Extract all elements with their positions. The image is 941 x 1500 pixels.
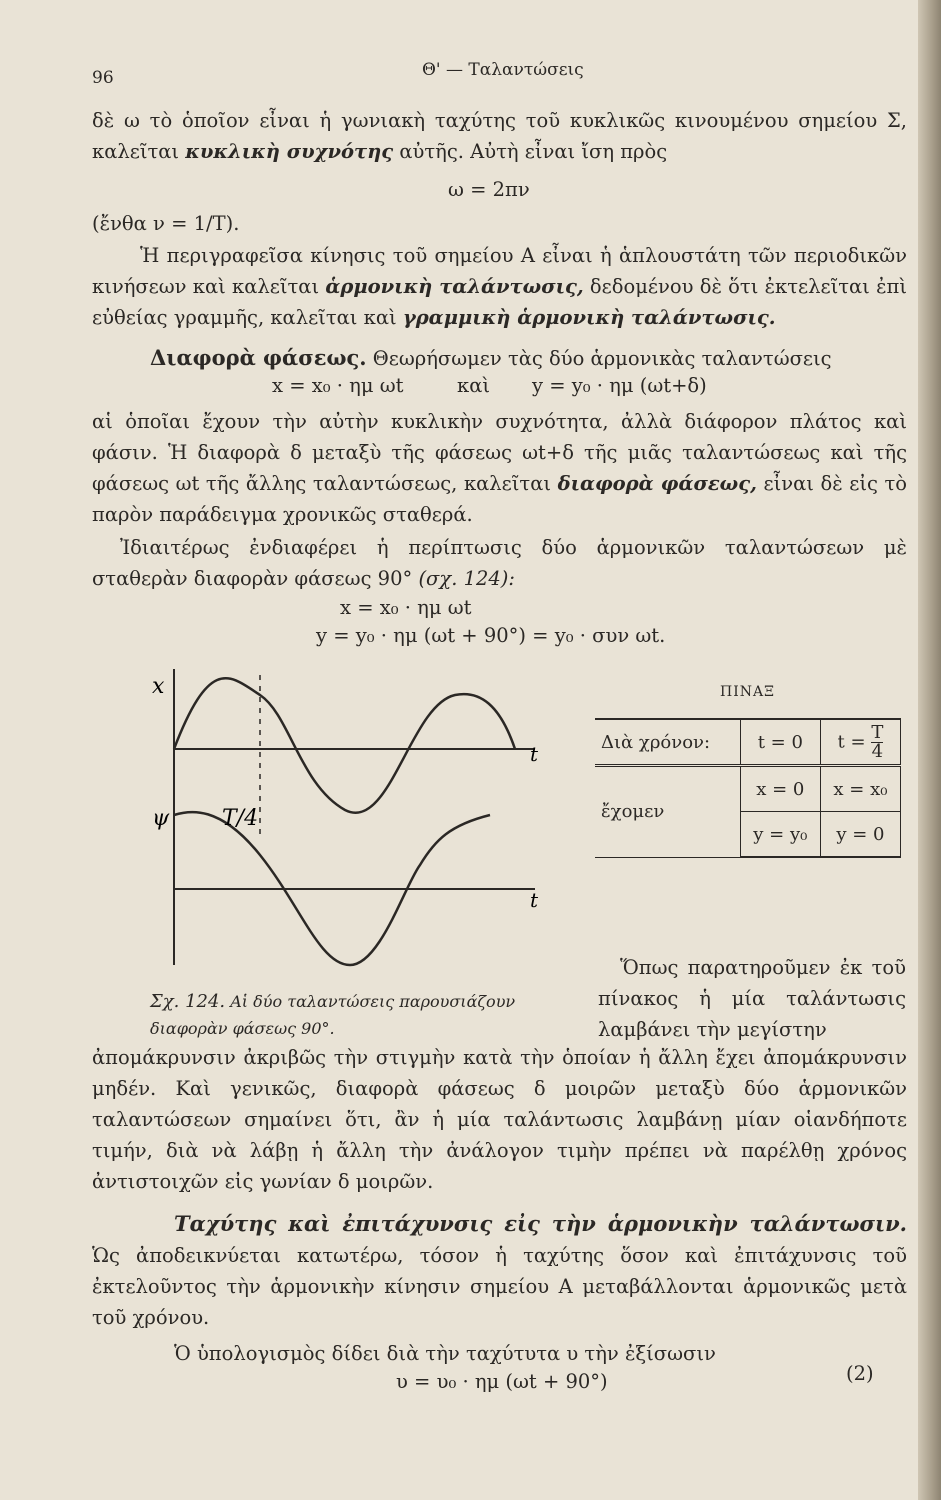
- term-linear-harmonic-oscillation: γραμμικὴ ἁρμονικὴ ταλάντωσις.: [402, 306, 776, 329]
- paragraph-4: [92, 342, 907, 374]
- page-number: 96: [92, 68, 114, 88]
- term-phase-difference: διαφορὰ φάσεως,: [557, 472, 757, 495]
- side-paragraph: Ὅπως παρατηροῦμεν ἐκ τοῦ πίνακος ἡ μία ταλάντωσις λαμβάνει τὴν μεγίστην: [598, 956, 906, 1041]
- paragraph-3: [92, 240, 907, 333]
- table-title: ΠΙΝΑΞ: [720, 684, 775, 700]
- paragraph-5-end: εἶναι δὲ εἰς τὸ παρὸν παράδειγμα χρονικῶς σταθερά.: [92, 472, 907, 526]
- fraction-T-over-4: [871, 721, 884, 762]
- equation-omega: ω = 2πν: [448, 178, 530, 201]
- table-row: [595, 766, 901, 812]
- fraction-numerator: T: [871, 721, 884, 743]
- paragraph-5: [92, 406, 907, 530]
- caption-number: Σχ. 124.: [150, 991, 226, 1012]
- label-x: x: [152, 674, 165, 699]
- table-cell-time-label: Διὰ χρόνον:: [595, 719, 740, 766]
- equation-y-2: y = y₀ · ημ (ωt + 90°) = y₀ · συν ωt.: [316, 624, 666, 647]
- equation-and: καὶ: [457, 374, 491, 397]
- paragraph-8-text: Ὡς ἀποδεικνύεται κατωτέρω, τόσον ἡ ταχύτης ὅσον καὶ ἐπιτάχυνσις τοῦ ἐκτελοῦντος τὴν ἁρμονικὴν κίνησιν σημείου Α μεταβάλλονται ἁρμονικῶς μετὰ τοῦ χρόνου.: [92, 1244, 907, 1329]
- table-pinax: [595, 684, 905, 914]
- paragraph-4-text: Θεωρήσωμεν τὰς δύο ἁρμονικὰς ταλαντώσεις: [366, 347, 832, 370]
- paragraph-6: [92, 532, 907, 594]
- table-cell-y-max: y = y₀: [740, 812, 820, 858]
- figure-124-waves: [150, 665, 540, 975]
- label-t-top: t: [530, 742, 539, 766]
- running-title: Θ' — Ταλαντώσεις: [422, 60, 584, 80]
- table-cell-t0: t = 0: [740, 719, 820, 766]
- paragraph-5-text: αἱ ὁποῖαι ἔχουν τὴν αὐτὴν κυκλικὴν συχνότητα, ἀλλὰ διάφορον πλάτος καὶ φάσιν. Ἡ διαφορὰ δ μεταξὺ τῆς φάσεως ωt+δ τῆς μιᾶς ταλαντώσεως καὶ τῆς φάσεως ωt τῆς ἄλλης ταλαντώσεως, καλεῖται: [92, 410, 907, 495]
- sine-wave-x: [174, 678, 515, 813]
- heading-velocity-acceleration: Ταχύτης καὶ ἐπιτάχυνσις εἰς τὴν ἁρμονικὴν ταλάντωσιν.: [174, 1211, 907, 1236]
- equation-x: x = x₀ · ημ ωt: [272, 374, 404, 397]
- table-cell-we-have-label: ἔχομεν: [595, 766, 740, 858]
- paragraph-1-text: δὲ ω τὸ ὁποῖον εἶναι ἡ γωνιακὴ ταχύτης τοῦ κυκλικῶς κινουμένου σημείου Σ, καλεῖται: [92, 109, 907, 163]
- table-cell-tT4: [820, 719, 900, 766]
- paragraph-7: ἀπομάκρυνσιν ἀκριβῶς τὴν στιγμὴν κατὰ τὴν ὁποίαν ἡ ἄλλη ἔχει ἀπομάκρυνσιν μηδέν. Καὶ γενικῶς, διαφορὰ φάσεως δ μοιρῶν μεταξὺ δύο ἁρμονικῶν ταλαντώσεων σημαίνει ὅτι, ἂν ἡ μία ταλάντωσις λαμβάνῃ μίαν οἱανδήποτε τιμήν, διὰ νὰ λάβῃ ἡ ἄλλη τὴν ἀνάλογον τιμὴν πρέπει νὰ παρέλθῃ χρόνος ἀντιστοιχῶν εἰς γωνίαν δ μοιρῶν.: [92, 1046, 907, 1193]
- equation-x-2: x = x₀ · ημ ωt: [340, 596, 472, 619]
- equation-velocity: υ = υ₀ · ημ (ωt + 90°): [396, 1370, 608, 1393]
- table-cell-x-max: x = x₀: [820, 766, 900, 812]
- values-table: [595, 718, 901, 858]
- paragraph-9: Ὁ ὑπολογισμὸς δίδει διὰ τὴν ταχύτυτα υ τὴν ἐξίσωσιν: [174, 1342, 716, 1365]
- heading-phase-difference: Διαφορὰ φάσεως.: [150, 345, 367, 370]
- paragraph-1-end: αὐτῆς. Αὐτὴ εἶναι ἴση πρὸς: [393, 140, 668, 163]
- caption-text: Αἱ δύο ταλαντώσεις παρουσιάζουν διαφορὰν φάσεως 90°.: [150, 992, 516, 1038]
- fraction-denominator: 4: [871, 740, 884, 762]
- page-edge: [918, 0, 941, 1500]
- label-t-bottom: t: [530, 888, 539, 912]
- equation-y: y = y₀ · ημ (ωt+δ): [532, 374, 707, 397]
- paragraph-1: [92, 105, 907, 167]
- paragraph-2: (ἔνθα ν = 1/T).: [92, 212, 240, 235]
- table-cell-y0: y = 0: [820, 812, 900, 858]
- figure-caption: [150, 988, 580, 1042]
- label-psi: ψ: [152, 806, 170, 831]
- label-quarter-period: T/4: [222, 806, 259, 831]
- paragraph-6-text: Ἰδιαιτέρως ἐνδιαφέρει ἡ περίπτωσις δύο ἁρμονικῶν ταλαντώσεων μὲ σταθερὰν διαφορὰν φάσεως 90°: [92, 536, 907, 590]
- paragraph-3-mid: δεδομένου δὲ ὅτι ἐκτελεῖται ἐπὶ εὐθείας γραμμῆς, καλεῖται καὶ: [92, 275, 907, 329]
- term-cyclic-frequency: κυκλικὴ συχνότης: [185, 140, 394, 163]
- equation-number: (2): [846, 1362, 874, 1385]
- paragraph-3-text: Ἡ περιγραφεῖσα κίνησις τοῦ σημείου Α εἶναι ἡ ἁπλουστάτη τῶν περιοδικῶν κινήσεων καὶ καλεῖται: [92, 244, 907, 298]
- fraction-prefix: t =: [837, 731, 866, 752]
- table-row: [595, 719, 901, 766]
- table-cell-x0: x = 0: [740, 766, 820, 812]
- figure-reference: (σχ. 124):: [418, 567, 515, 590]
- paragraph-8: [92, 1208, 907, 1333]
- term-harmonic-oscillation: ἁρμονικὴ ταλάντωσις,: [325, 275, 584, 298]
